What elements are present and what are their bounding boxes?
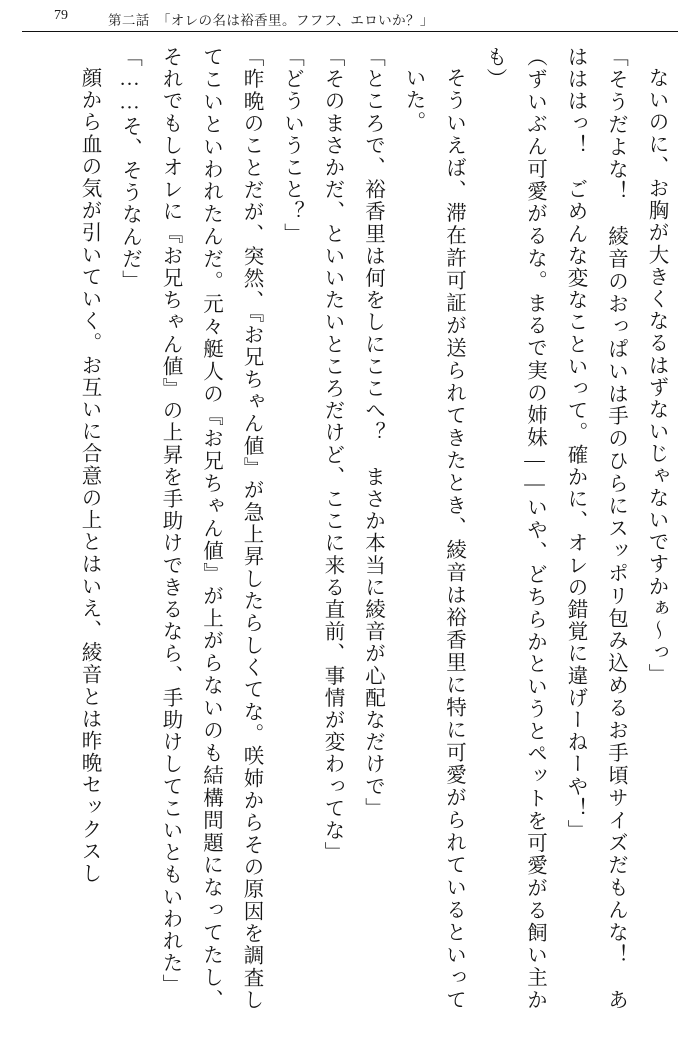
- chapter-running-head: 第二話 「オレの名は裕香里。フフフ、エロいか？」: [108, 13, 434, 28]
- paragraph: ないのに、お胸が大きくなるはずないじゃないですかぁ～っ」: [645, 67, 667, 686]
- paragraph: そういえば、滞在許可証が送られてきたとき、綾音は裕香里に特に可愛がられているといっていた。: [402, 67, 465, 1011]
- running-header: [0, 6, 700, 32]
- paragraph: 「どういうこと？」: [280, 46, 303, 245]
- paragraph: 「そうだよな！ 綾音のおっぱいは手のひらにスッポリ包み込めるお手頃サイズだもんな！ あはははっ！ ごめんな変なこといって。確かに、オレの錯覚に違げーねーや！」: [564, 46, 627, 1011]
- paragraph: 「ところで、裕香里は何をしにここへ？ まさか本当に綾音が心配なだけで」: [361, 46, 384, 820]
- paragraph: （ずいぶん可愛がるな。まるで実の姉妹――いや、どちらかというとペットを可愛がる飼い主かも）: [483, 46, 546, 1011]
- vertical-text-column: [24, 46, 676, 1011]
- body-text-area: [24, 46, 676, 1026]
- paragraph: 「……そ、そうなんだ」: [118, 46, 141, 293]
- header-rule: [22, 31, 678, 32]
- paragraph: 顔から血の気が引いていく。お互いに合意の上とはいえ、綾音とは昨晩セックスし: [78, 67, 100, 885]
- paragraph: 「そのまさかだ、といいたいところだけど、ここに来る直前、事情が変わってな」: [321, 46, 343, 864]
- paragraph: 「昨晩のことだが、突然、『お兄ちゃん値』が急上昇したらしくてな。咲姉からその原因を調査してこいといわれたんだ。元々艇人の『お兄ちゃん値』が上がらないのも結構問題になってたし、それでもしオレに『お兄ちゃん値』の上昇を手助けできるなら、手助けしてこいともいわれた」: [159, 46, 262, 1011]
- page-number: 79: [54, 8, 68, 23]
